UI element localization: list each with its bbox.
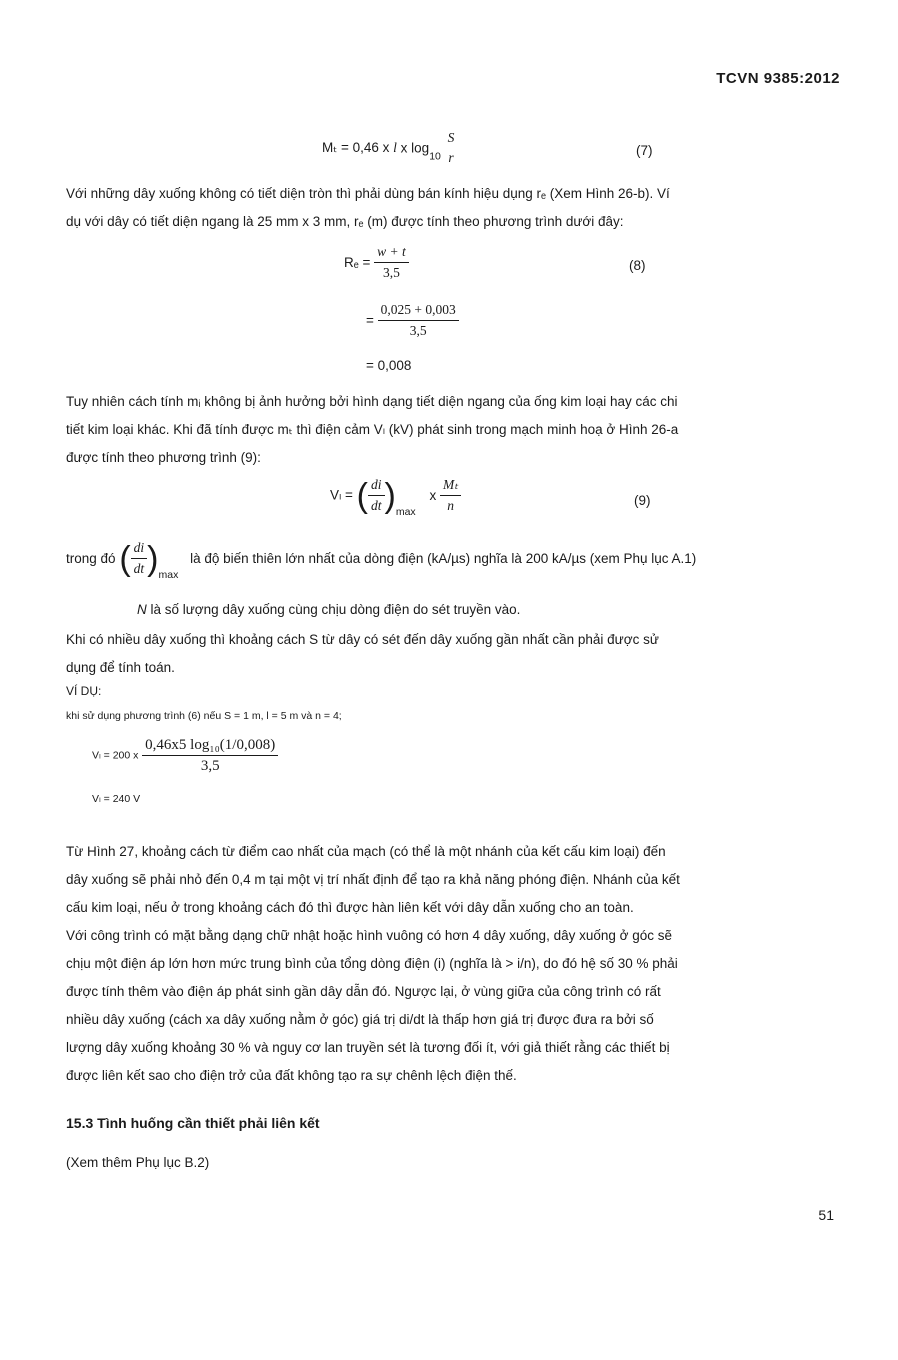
equation-8-row2 (366, 300, 459, 341)
para1-line2: dụ với dây có tiết diện ngang là 25 mm x 3 mm, rₑ (m) được tính theo phương trình dưới đây: (66, 214, 624, 229)
para5-line2: chịu một điện áp lớn hơn mức trung bình của tổng dòng điện (i) (nghĩa là > i/n), do đó hệ số 30 % phải (66, 956, 678, 971)
example-condition: khi sử dụng phương trình (6) nếu S = 1 m, l = 5 m và n = 4; (66, 710, 342, 722)
eq9-lhs: Vₗ = (330, 487, 353, 503)
eq7-log-base: 10 (429, 150, 441, 163)
equation-8-row1 (344, 242, 409, 283)
eq9-times: x (429, 488, 437, 503)
eq7-denominator: r (448, 150, 454, 165)
para3-line2: dụng để tính toán. (66, 660, 175, 675)
eq8-result: = 0,008 (366, 358, 412, 373)
eq8-frac2-num: 0,025 + 0,003 (378, 300, 459, 321)
where-di: di (131, 538, 148, 559)
para2-line3: được tính theo phương trình (9): (66, 450, 261, 465)
paragraph-effective-radius (66, 180, 838, 236)
eq9-right-paren: ) (384, 476, 396, 515)
eq9-mt: Mₜ (440, 475, 461, 496)
para5-line6: được liên kết sao cho điện trở của đất không tạo ra sự chênh lệch điện thế. (66, 1068, 517, 1083)
example-lhs: Vₗ = 200 x (92, 749, 139, 762)
paragraph-inductance (66, 388, 838, 472)
eq8-equals: = (366, 313, 374, 328)
n-definition-text: là số lượng dây xuống cùng chịu dòng điện do sét truyền vào. (146, 602, 521, 617)
document-standard-header: TCVN 9385:2012 (716, 70, 840, 87)
equation-9 (330, 475, 461, 518)
eq9-di: di (368, 475, 385, 496)
example-frac-den: 3,5 (200, 758, 220, 774)
eq7-numerator: S (447, 130, 455, 145)
eq7-lhs: Mₜ = 0,46 x (322, 140, 394, 155)
where-dt: dt (133, 561, 145, 576)
eq7-number: (7) (636, 143, 653, 158)
section-heading: 15.3 Tình huống cần thiết phải liên kết (66, 1115, 320, 1131)
where-left-paren: ( (119, 539, 131, 578)
example-frac-num: 0,46x5 log₁₀(1/0,008) (142, 735, 278, 756)
eq9-max: max (395, 506, 416, 519)
eq9-left-paren: ( (356, 476, 368, 515)
section-note: (Xem thêm Phụ lục B.2) (66, 1155, 210, 1170)
para5-line1: Với công trình có mặt bằng dạng chữ nhật hoặc hình vuông có hơn 4 dây xuống, dây xuống ở góc sẽ (66, 928, 672, 943)
eq8-frac1-num: w + t (374, 242, 409, 263)
where-prefix: trong đó (66, 551, 116, 566)
eq9-number: (9) (634, 493, 651, 508)
eq8-frac2-den: 3,5 (409, 323, 427, 338)
para2-line2: tiết kim loại khác. Khi đã tính được mₜ thì điện cảm Vₗ (kV) phát sinh trong mạch minh hoạ ở Hình 26-a (66, 422, 679, 437)
eq9-dt: dt (370, 498, 382, 513)
where-clause (66, 538, 696, 581)
para4-line1: Từ Hình 27, khoảng cách từ điểm cao nhất của mạch (có thể là một nhánh của kết cấu kim loại) đến (66, 844, 666, 859)
eq9-mt-over-n (440, 475, 461, 516)
eq8-lhs: Rₑ = (344, 255, 371, 270)
paragraph-distance (66, 626, 838, 682)
eq7-l: l (393, 140, 397, 155)
where-right-paren: ) (147, 539, 159, 578)
eq9-n: n (447, 498, 454, 513)
para5-line3: được tính thêm vào điện áp phát sinh gần dây dẫn đó. Ngược lại, ở vùng giữa của công trình có rất (66, 984, 661, 999)
where-di-dt (131, 538, 148, 579)
para2-line1: Tuy nhiên cách tính mᵢ không bị ảnh hưởng bởi hình dạng tiết diện ngang của ống kim loại hay các chi (66, 394, 678, 409)
eq7-log: x log (396, 140, 430, 156)
equation-7 (322, 128, 457, 172)
para1-line1: Với những dây xuống không có tiết diện tròn thì phải dùng bán kính hiệu dụng rₑ (Xem Hình 26-b). Ví (66, 186, 670, 201)
example-fraction (142, 735, 278, 776)
para5-line5: lượng dây xuống khoảng 30 % và nguy cơ lan truyền sét là tương đối ít, với giả thiết rằng các thiết bị (66, 1040, 670, 1055)
where-text: là độ biến thiên lớn nhất của dòng điện (kA/µs) nghĩa là 200 kA/µs (xem Phụ lục A.1) (190, 551, 697, 566)
n-symbol: N (137, 602, 147, 617)
eq7-fraction (445, 128, 458, 168)
para4-line3: cấu kim loại, nếu ở trong khoảng cách đó thì được hàn liên kết với dây dẫn xuống cho an toàn. (66, 900, 634, 915)
para4-line2: dây xuống sẽ phải nhỏ đến 0,4 m tại một vị trí nhất định để tạo ra khả năng phóng điện. Nhánh của kết (66, 872, 680, 887)
eq8-frac1-den: 3,5 (383, 265, 400, 280)
example-result: Vₗ = 240 V (92, 793, 141, 805)
eq8-fraction1 (374, 242, 409, 283)
para5-line4: nhiều dây xuống (cách xa dây xuống nằm ở góc) giá trị di/dt là thấp hơn giá trị được đưa ra bởi số (66, 1012, 654, 1027)
paragraph-rectangular-plan (66, 922, 838, 1090)
eq8-fraction2 (378, 300, 459, 341)
eq8-number: (8) (629, 258, 646, 273)
example-label: VÍ DỤ: (66, 684, 102, 698)
n-definition (137, 602, 520, 617)
paragraph-figure-27 (66, 838, 838, 922)
where-max: max (158, 569, 179, 582)
example-equation (92, 735, 278, 776)
eq9-di-dt (368, 475, 385, 516)
page-number: 51 (818, 1207, 834, 1223)
para3-line1: Khi có nhiều dây xuống thì khoảng cách S từ dây có sét đến dây xuống gần nhất cần phải được sử (66, 632, 659, 647)
